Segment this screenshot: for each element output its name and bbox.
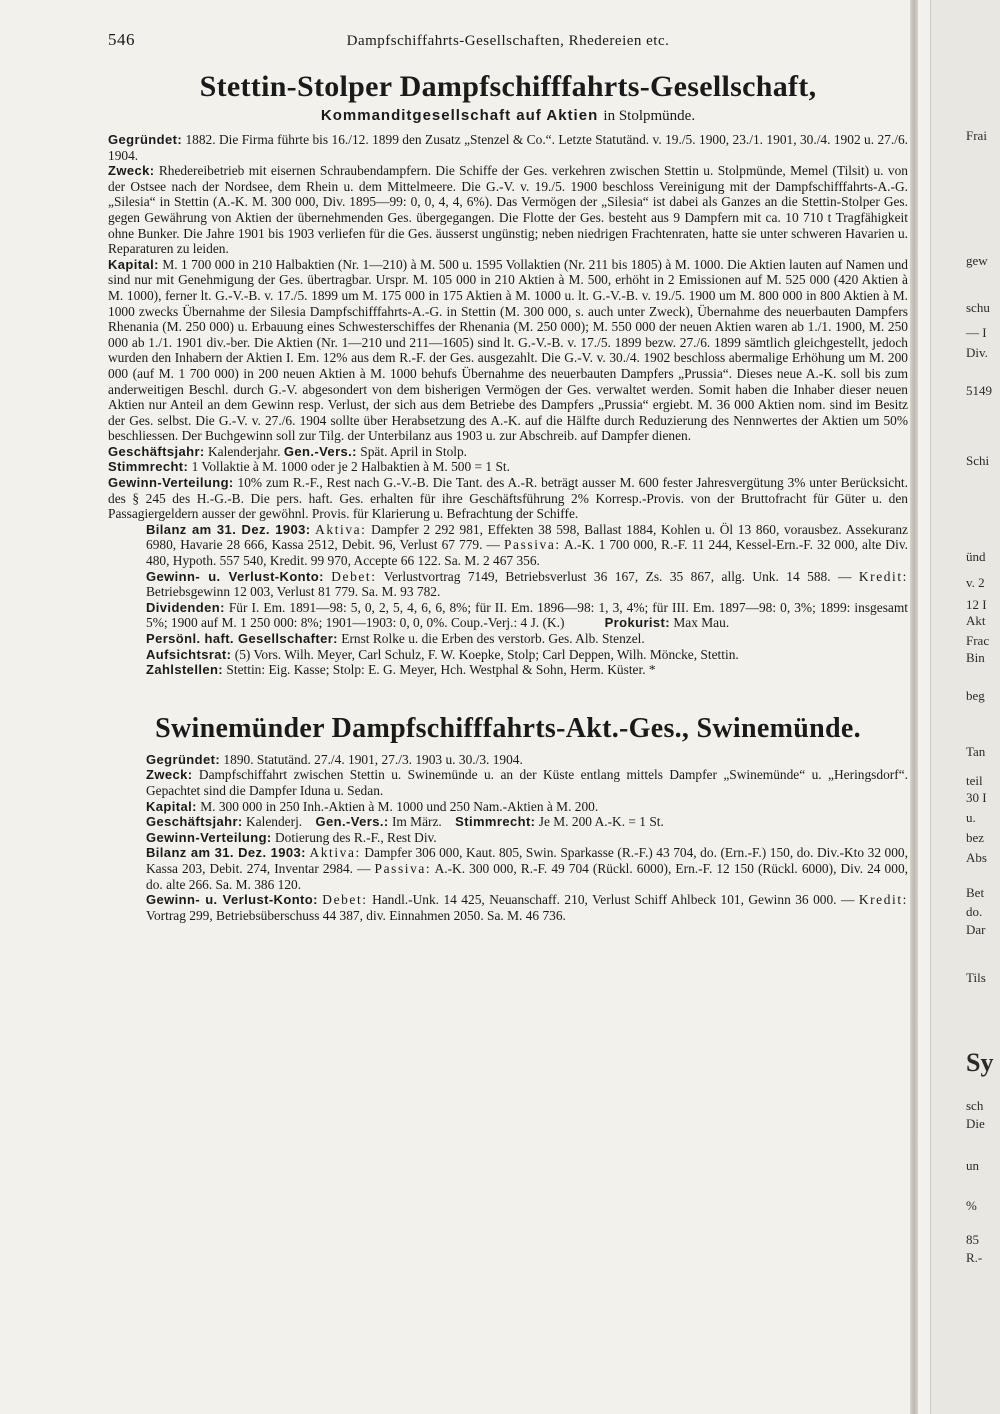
- adjacent-page-fragment: Dar: [966, 922, 986, 937]
- adjacent-page-fragment: 5149: [966, 383, 992, 398]
- text-bilanz-aktiva: Dampfer 2 292 981, Effekten 38 598, Ballast 1884, Kohlen u. Öl 13 860, vorausbez. Assekuranz 6980, Havarie 28 666, Kassa 2512, Debit. 96, Verlust 67 779. —: [146, 521, 908, 553]
- text2-zweck: Dampfschiffahrt zwischen Stettin u. Swinemünde u. an der Küste entlang mittels Dampfer „Swinemünde“ u. „Heringsdorf“. Gepachtet sind die Dampfer Iduna u. Sedan.: [146, 767, 908, 798]
- adjacent-page-fragment: gew: [966, 253, 988, 268]
- adjacent-page-fragment: teil: [966, 773, 983, 788]
- label-gewinn-verlust: Gewinn- u. Verlust-Konto:: [146, 568, 324, 584]
- label-genvers: Gen.-Vers.:: [283, 443, 357, 459]
- company-title: Stettin-Stolper Dampfschifffahrts-Gesellschaft,: [199, 70, 817, 103]
- adjacent-page-fragment: Frai: [966, 128, 987, 143]
- adjacent-page-fragment: u.: [966, 810, 976, 825]
- text2-kapital: M. 300 000 in 250 Inh.-Aktien à M. 1000 und 250 Nam.-Aktien à M. 200.: [200, 798, 599, 814]
- label2-gewinn-verlust: Gewinn- u. Verlust-Konto:: [146, 892, 318, 908]
- label-zahlstellen: Zahlstellen:: [146, 662, 224, 678]
- entry-zahlstellen: [108, 662, 908, 678]
- label-dividenden: Dividenden:: [146, 599, 225, 615]
- word-kredit: Kredit:: [858, 568, 908, 584]
- adjacent-page-fragment: Tils: [966, 970, 986, 985]
- label-aufsichtsrat: Aufsichtsrat:: [146, 646, 232, 662]
- adjacent-page-fragment: do.: [966, 904, 983, 919]
- entry-persoenl-haft: [108, 631, 908, 647]
- adjacent-page-fragment: %: [966, 1198, 977, 1213]
- adjacent-page-fragment: sch: [966, 1098, 984, 1113]
- label-persoenl-haft: Persönl. haft. Gesellschafter:: [146, 631, 338, 646]
- text2-bilanz-passiva: A.-K. 300 000, R.-F. 49 704 (Rückl. 6000), Ern.-F. 12 150 (Rückl. 6000), Div. 24 000, do. alte 266. Sa. M. 386 120.: [146, 860, 908, 892]
- label-zweck: Zweck:: [108, 163, 155, 179]
- section-gap: [108, 678, 908, 712]
- text2-stimmrecht: Je M. 200 A.-K. = 1 St.: [538, 814, 664, 830]
- adjacent-page-fragment: Div.: [966, 345, 988, 360]
- text-zahlstellen: Stettin: Eig. Kasse; Stolp: E. G. Meyer, Hch. Westphal & Sohn, Herm. Küster. *: [226, 662, 656, 678]
- label-kapital: Kapital:: [108, 256, 159, 272]
- label-prokurist: Prokurist:: [604, 615, 671, 631]
- label-gegruendet: Gegründet:: [108, 132, 183, 147]
- label-bilanz: Bilanz am 31. Dez. 1903:: [146, 521, 311, 537]
- entry-aufsichtsrat: [108, 647, 908, 663]
- label2-gewinnverteilung: Gewinn-Verteilung:: [146, 829, 272, 845]
- text-prokurist: Max Mau.: [673, 615, 730, 631]
- entry-gewinn-verlust: [108, 569, 908, 600]
- entry2-zweck: [108, 767, 908, 798]
- label-gewinnverteilung: Gewinn-Verteilung:: [108, 475, 234, 491]
- entry-dividenden: [108, 600, 908, 631]
- text2-guv-kredit: Vortrag 299, Betriebsüberschuss 44 387, div. Einnahmen 2050. Sa. M. 46 736.: [146, 907, 566, 923]
- label2-genvers: Gen.-Vers.:: [315, 814, 389, 830]
- entry-gegruendet: [108, 132, 908, 163]
- label2-stimmrecht: Stimmrecht:: [455, 814, 536, 830]
- text-gegruendet: 1882. Die Firma führte bis 16./12. 1899 den Zusatz „Stenzel & Co.“. Letzte Statutänd. v. 19./5. 1900, 23./1. 1901, 30./4. 1902 u. 27./6. 1904.: [108, 132, 908, 163]
- text-stimmrecht: 1 Vollaktie à M. 1000 oder je 2 Halbaktien à M. 500 = 1 St.: [191, 459, 510, 475]
- entry-gewinnverteilung: [108, 475, 908, 522]
- company-subtitle: [108, 106, 908, 126]
- company-legal-form: Kommanditgesellschaft auf Aktien: [320, 107, 599, 124]
- text2-genvers: Im März.: [391, 814, 442, 830]
- label2-bilanz: Bilanz am 31. Dez. 1903:: [146, 845, 306, 861]
- text2-bilanz-aktiva: Dampfer 306 000, Kaut. 805, Swin. Sparkasse (R.-F.) 43 704, do. (Ern.-F.) 150, do. Div.-Kto 32 000, Kassa 203, Debit. 274, Inventar 2984. —: [146, 845, 908, 876]
- entry2-gewinn-verlust: [108, 892, 908, 923]
- adjacent-page-fragment: Bet: [966, 885, 985, 900]
- adjacent-page-fragment: 85: [966, 1232, 979, 1247]
- text-kapital: M. 1 700 000 in 210 Halbaktien (Nr. 1—210) à M. 500 u. 1595 Vollaktien (Nr. 211 bis 1805) à M. 1000. Die Aktien lauten auf Namen und sind nur mit Genehmigung der Ges. übertragbar. Urspr. M. 105 000 in 210 Aktien à M. 500, erhöht in 2 Emissionen auf M. 525 000 (420 Aktien à M. 1000), ferner lt. G.-V.-B. v. 17./5. 1899 um M. 175 000 in 175 Aktien à M. 1000 u. lt. G.-V.-B. v. 19./5. 1900 um M. 800 000 in 800 Aktien à M. 1000 zwecks Übernahme der Silesia Dampfschifffahrts-A.-G. in Stettin (M. 300 000, s. auch unter Zweck), Übernahme des neuerbauten Dampfers Rhenania (M. 250 000) u. Erbauung eines Schwesterschiffes der Rhenania (M. 250 000); M. 550 000 der neuen Aktien waren ab 1./1. 1900, M. 250 000 ab 1./1. 1901 div.-ber. Die Aktien (Nr. 1—210 und 211—1605) sind lt. G.-V.-B. v. 17./5. 1899 bezw. 27./6. 1899 sämtlich gleichgestellt, jedoch wurden den Inhabern der Aktien I. Em. 12% aus dem R.-F. der Ges. ausgezahlt. Die G.-V. v. 30./4. 1902 beschloss abermalige Erhöhung um M. 200 000 (auf M. 1 700 000) in 200 neuen Aktien à M. 1000 behufs Übernahme des neuerbauten Dampfers „Prussia“. Dieses neue A.-K. soll bis zum anderweitigen Beschl. durch G.-V. abgesondert von dem bisherigen Vermögen der Ges. verwaltet werden. Somit haben die Inhaber dieser neuen Aktien nur Anteil an dem Gewinn resp. Verlust, der sich aus dem Betriebe des Dampfers „Prussia“ ergiebt. M. 36 000 Aktien nom. sind im Besitz der Ges. selbst. Die G.-V. v. 27./6. 1904 sollte über Herabsetzung des A.-K. auf die Hälfte durch Reduzierung des Nennwertes der Aktien um 50% beschliessen. Der Buchgewinn soll zur Tilg. der Unterbilanz aus 1903 u. zur Abschreib. auf Dampfer dienen.: [108, 256, 908, 444]
- page-gutter: [910, 0, 918, 1414]
- adjacent-page-strip: [930, 0, 1000, 1414]
- adjacent-page-fragment: schu: [966, 300, 990, 315]
- page-number: 546: [108, 30, 135, 49]
- word-passiva: Passiva:: [504, 537, 561, 553]
- label-stimmrecht: Stimmrecht:: [108, 459, 189, 475]
- adjacent-page-fragment: 12 I: [966, 597, 987, 612]
- entry-bilanz: [108, 522, 908, 569]
- adjacent-page-fragment: Frac: [966, 633, 990, 648]
- text-dividenden: Für I. Em. 1891—98: 5, 0, 2, 5, 4, 6, 6, 8%; für II. Em. 1896—98: 1, 3, 4%; für III. Em. 1897—98: 0, 3%; 1899: insgesamt 5%; 1900 auf M. 1 250 000: 8%; 1901—1903: 0, 0, 0%. Coup.-Verj.: 4 J. (K.): [146, 599, 908, 631]
- running-head-title: Dampfschiffahrts-Gesellschaften, Rhedereien etc.: [346, 33, 670, 49]
- entry2-gewinnverteilung: [108, 830, 908, 846]
- text-gewinnverteilung: 10% zum R.-F., Rest nach G.-V.-B. Die Tant. des A.-R. beträgt ausser M. 600 fester Jahresvergütung 3% unter Berücksicht. des § 245 des H.-G.-B. Die pers. haft. Ges. erhalten für ihre Geschäftsführung 2% Korresp.-Provis. von der Bruttofracht für Güter u. den Passagiergeldern ausser der gewöhnl. Provis. für Klarierung u. Befrachtung der Schiffe.: [108, 475, 908, 522]
- label2-zweck: Zweck:: [146, 767, 193, 783]
- text-geschaeftsjahr: Kalenderjahr.: [208, 443, 281, 459]
- adjacent-page-fragment: Abs: [966, 850, 987, 865]
- label2-geschaeftsjahr: Geschäftsjahr:: [146, 814, 243, 830]
- adjacent-page-fragment: un: [966, 1158, 979, 1173]
- label-geschaeftsjahr: Geschäftsjahr:: [108, 443, 205, 459]
- adjacent-page-fragment: Sy: [966, 1048, 994, 1077]
- word-aktiva: Aktiva:: [315, 521, 367, 537]
- text-guv-kredit: Betriebsgewinn 12 003, Verlust 81 779. Sa. M. 93 782.: [146, 584, 441, 600]
- entry2-bilanz: [108, 845, 908, 892]
- word2-debet: Debet:: [322, 892, 368, 908]
- text-guv-debet: Verlustvortrag 7149, Betriebsverlust 36 167, Zs. 35 867, allg. Unk. 14 588. —: [383, 568, 852, 584]
- text-genvers: Spät. April in Stolp.: [360, 443, 468, 459]
- running-head: [108, 30, 908, 56]
- adjacent-page-fragment: R.-: [966, 1250, 983, 1265]
- text2-geschaeftsjahr: Kalenderj.: [246, 814, 303, 830]
- adjacent-page-fragment: Die: [966, 1116, 985, 1131]
- word2-aktiva: Aktiva:: [309, 845, 361, 861]
- entry-zweck: [108, 163, 908, 257]
- text2-gewinnverteilung: Dotierung des R.-F., Rest Div.: [275, 829, 437, 845]
- word2-kredit: Kredit:: [858, 892, 908, 908]
- word-debet: Debet:: [331, 568, 377, 584]
- adjacent-page-fragment: Tan: [966, 744, 986, 759]
- adjacent-page-fragment: ünd: [966, 549, 986, 564]
- adjacent-page-fragment: beg: [966, 688, 985, 703]
- text2-guv-debet: Handl.-Unk. 14 425, Neuanschaff. 210, Verlust Schiff Ahlbeck 101, Gewinn 36 000. —: [372, 892, 855, 908]
- company-seat: in Stolpmünde.: [603, 108, 696, 124]
- adjacent-page-fragment: — I: [966, 325, 987, 340]
- text2-gegruendet: 1890. Statutänd. 27./4. 1901, 27./3. 1903 u. 30./3. 1904.: [223, 751, 523, 767]
- adjacent-page-fragment: Akt: [966, 613, 986, 628]
- adjacent-page-fragment: Bin: [966, 650, 985, 665]
- adjacent-page-fragment: 30 I: [966, 790, 987, 805]
- word2-passiva: Passiva:: [374, 860, 432, 876]
- text-persoenl-haft: Ernst Rolke u. die Erben des verstorb. Ges. Alb. Stenzel.: [341, 631, 645, 646]
- text-bilanz-passiva: A.-K. 1 700 000, R.-F. 11 244, Kessel-Ern.-F. 32 000, alte Div. 480, Hypoth. 557 540, Kredit. 99 970, Accepte 66 122. Sa. M. 2 467 356.: [146, 537, 908, 569]
- label2-gegruendet: Gegründet:: [146, 751, 221, 767]
- adjacent-page-fragment: v. 2: [966, 575, 985, 590]
- entry2-kapital: [108, 799, 908, 815]
- entry-geschaeftsjahr: [108, 444, 908, 460]
- entry-stimmrecht: [108, 459, 908, 475]
- text-zweck: Rhedereibetrieb mit eisernen Schraubendampfern. Die Schiffe der Ges. verkehren zwischen Stettin u. Stolpmünde, Memel (Tilsit) u. von der Ostsee nach der Nordsee, dem Rhein u. dem Mittelmeere. Die G.-V. v. 19./5. 1900 beschloss Vereinigung mit der Dampfschifffahrts-A.-G. „Silesia“ in Stettin (A.-K. M. 300 000, Div. 1895—99: 0, 0, 4, 4, 6%). Das Vermögen der „Silesia“ ist dabei als Ganzes an die Stettin-Stolper Ges. gegen Gewährung von Aktien der übernehmenden Ges. übergegangen. Die Flotte der Ges. besteht aus 9 Dampfern mit ca. 10 710 t Tragfähigkeit ohne Bunker. Die Jahre 1901 bis 1903 verliefen für die Ges. äusserst ungünstig; neben niedrigen Frachtenraten, hatte sie unter schweren Havarien u. Reparaturen zu leiden.: [108, 163, 908, 257]
- company-title-2: Swinemünder Dampfschifffahrts-Akt.-Ges., Swinemünde.: [155, 712, 861, 744]
- adjacent-page-fragment: Schi: [966, 453, 990, 468]
- book-page: [108, 30, 908, 1400]
- adjacent-page-fragment: bez: [966, 830, 985, 845]
- text-aufsichtsrat: (5) Vors. Wilh. Meyer, Carl Schulz, F. W. Koepke, Stolp; Carl Deppen, Wilh. Möncke, Stettin.: [234, 646, 739, 662]
- label2-kapital: Kapital:: [146, 798, 197, 814]
- entry2-geschaeftsjahr: [108, 814, 908, 830]
- entry-kapital: [108, 257, 908, 444]
- entry2-gegruendet: [108, 752, 908, 768]
